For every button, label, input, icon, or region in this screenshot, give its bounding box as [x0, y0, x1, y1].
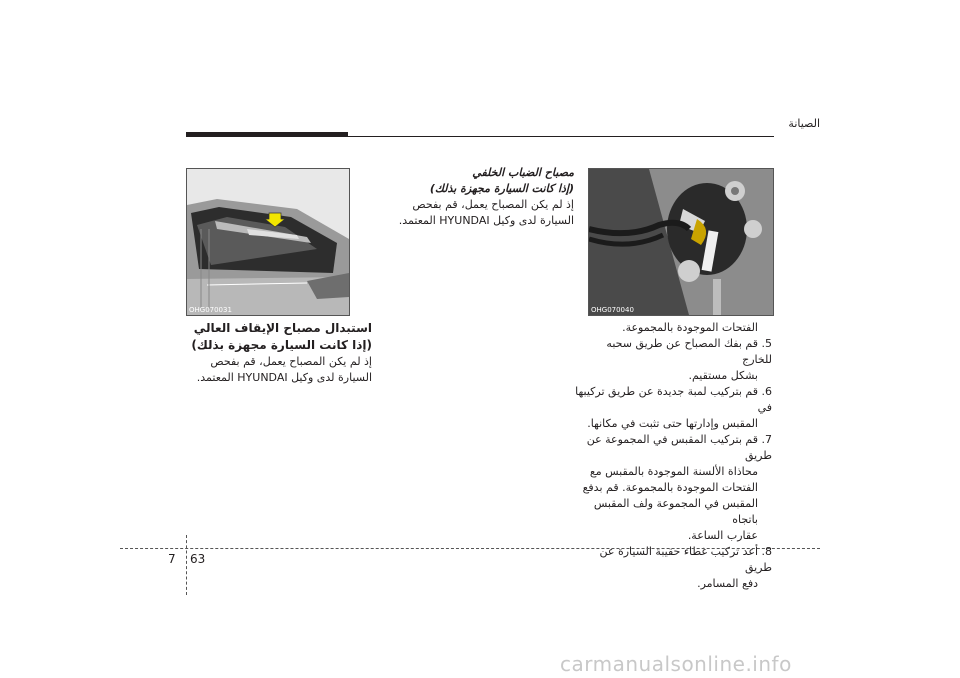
step-text: دفع المسامر.	[697, 577, 758, 590]
footer-rule	[120, 548, 820, 549]
header-rule-accent	[186, 132, 348, 137]
page-number: 63	[190, 552, 206, 566]
step-text: محاذاة الألسنة الموجودة بالمقبس مع	[589, 465, 758, 478]
step-text: الفتحات الموجودة بالمجموعة. قم بدفع	[582, 481, 758, 494]
step-text: المقبس وإدارتها حتى تثبت في مكانها.	[587, 417, 758, 430]
step-4-continuation: الفتحات الموجودة بالمجموعة.	[622, 321, 758, 334]
step-text: عقارب الساعة.	[687, 529, 758, 542]
step-text: أعد تركيب غطاء حقيبة السيارة عن طريق	[599, 545, 772, 574]
photo-code: OHG070040	[591, 306, 634, 314]
footer-divider	[186, 535, 187, 595]
site-watermark: carmanualsonline.info	[560, 652, 792, 676]
step-item	[574, 544, 772, 592]
left-heading-1: استبدال مصباح الإيقاف العالي	[193, 321, 372, 335]
step-text: قم بتركيب لمبة جديدة عن طريق تركيبها في	[575, 385, 772, 414]
step-item	[574, 384, 772, 432]
car-rear-illustration	[187, 169, 349, 315]
left-heading-2: (إذا كانت السيارة مجهزة بذلك)	[191, 338, 372, 352]
step-number: 8.	[761, 545, 772, 558]
photo-code: OHG070031	[189, 306, 232, 314]
step-text: قم بتركيب المقبس في المجموعة عن طريق	[586, 433, 772, 462]
socket-illustration	[589, 169, 773, 315]
step-text: المقبس في المجموعة ولف المقبس باتجاه	[593, 497, 758, 526]
bulb-socket-photo	[588, 168, 774, 316]
middle-heading-1: مصباح الضباب الخلفي	[472, 166, 574, 179]
step-list	[574, 336, 772, 592]
middle-body: إذ لم يكن المصباح يعمل، قم بفحص السيارة لدى وكيل HYUNDAI المعتمد.	[398, 198, 574, 227]
middle-heading-2: (إذا كانت السيارة مجهزة بذلك)	[429, 182, 574, 195]
chapter-number: 7	[168, 552, 176, 566]
step-number: 5.	[761, 337, 772, 350]
step-number: 6.	[761, 385, 772, 398]
step-text: قم بفك المصباح عن طريق سحبه للخارج	[606, 337, 772, 366]
step-number: 7.	[761, 433, 772, 446]
step-item	[574, 432, 772, 544]
step-item	[574, 336, 772, 384]
right-text-block	[574, 320, 772, 592]
left-text-block	[186, 320, 372, 386]
middle-text-block	[388, 165, 574, 229]
section-title: الصيانة	[788, 117, 820, 130]
step-text: بشكل مستقيم.	[688, 369, 758, 382]
trunk-lid-photo	[186, 168, 350, 316]
left-body: إذ لم يكن المصباح يعمل، قم بفحص السيارة لدى وكيل HYUNDAI المعتمد.	[196, 355, 372, 384]
